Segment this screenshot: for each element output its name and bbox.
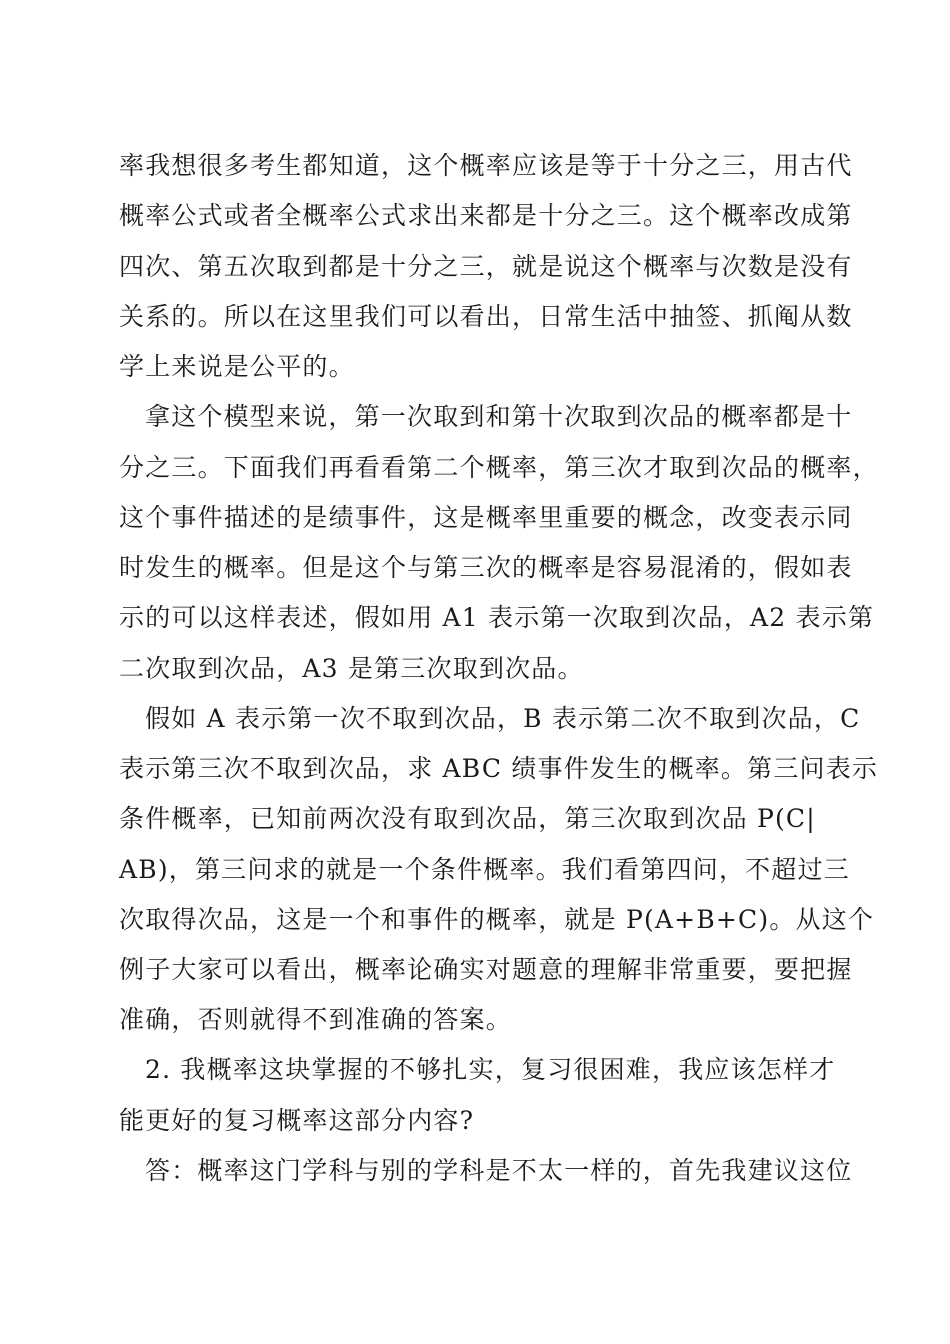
text-line: 假如 A 表示第一次不取到次品，B 表示第二次不取到次品，C bbox=[145, 704, 861, 733]
text-line: 拿这个模型来说，第一次取到和第十次取到次品的概率都是十 bbox=[145, 402, 853, 431]
text-line: 这个事件描述的是绩事件，这是概率里重要的概念，改变表示同 bbox=[119, 503, 853, 532]
text-line: 时发生的概率。但是这个与第三次的概率是容易混淆的，假如表 bbox=[119, 553, 853, 582]
text-line: 答：概率这门学科与别的学科是不太一样的，首先我建议这位 bbox=[145, 1156, 853, 1185]
text-line: 条件概率，已知前两次没有取到次品，第三次取到次品 P(C| bbox=[119, 804, 816, 833]
text-line: 次取得次品，这是一个和事件的概率，就是 P(A+B+C)。从这个 bbox=[119, 905, 875, 934]
text-line: 2. 我概率这块掌握的不够扎实，复习很困难，我应该怎样才 bbox=[145, 1055, 836, 1084]
text-line: 学上来说是公平的。 bbox=[119, 352, 355, 381]
text-line: 概率公式或者全概率公式求出来都是十分之三。这个概率改成第 bbox=[119, 201, 853, 230]
text-line: 能更好的复习概率这部分内容? bbox=[119, 1106, 475, 1135]
text-line: 率我想很多考生都知道，这个概率应该是等于十分之三，用古代 bbox=[119, 151, 853, 180]
text-line: 准确，否则就得不到准确的答案。 bbox=[119, 1005, 513, 1034]
text-line: 例子大家可以看出，概率论确实对题意的理解非常重要，要把握 bbox=[119, 955, 853, 984]
text-line: 表示第三次不取到次品，求 ABC 绩事件发生的概率。第三问表示 bbox=[119, 754, 879, 783]
text-line: 二次取到次品，A3 是第三次取到次品。 bbox=[119, 654, 584, 683]
text-line: 关系的。所以在这里我们可以看出，日常生活中抽签、抓阄从数 bbox=[119, 302, 853, 331]
text-line: 分之三。下面我们再看看第二个概率，第三次才取到次品的概率， bbox=[119, 453, 879, 482]
text-line: AB)，第三问求的就是一个条件概率。我们看第四问，不超过三 bbox=[119, 855, 850, 884]
text-line: 四次、第五次取到都是十分之三，就是说这个概率与次数是没有 bbox=[119, 252, 853, 281]
text-line: 示的可以这样表述，假如用 A1 表示第一次取到次品，A2 表示第 bbox=[119, 603, 875, 632]
